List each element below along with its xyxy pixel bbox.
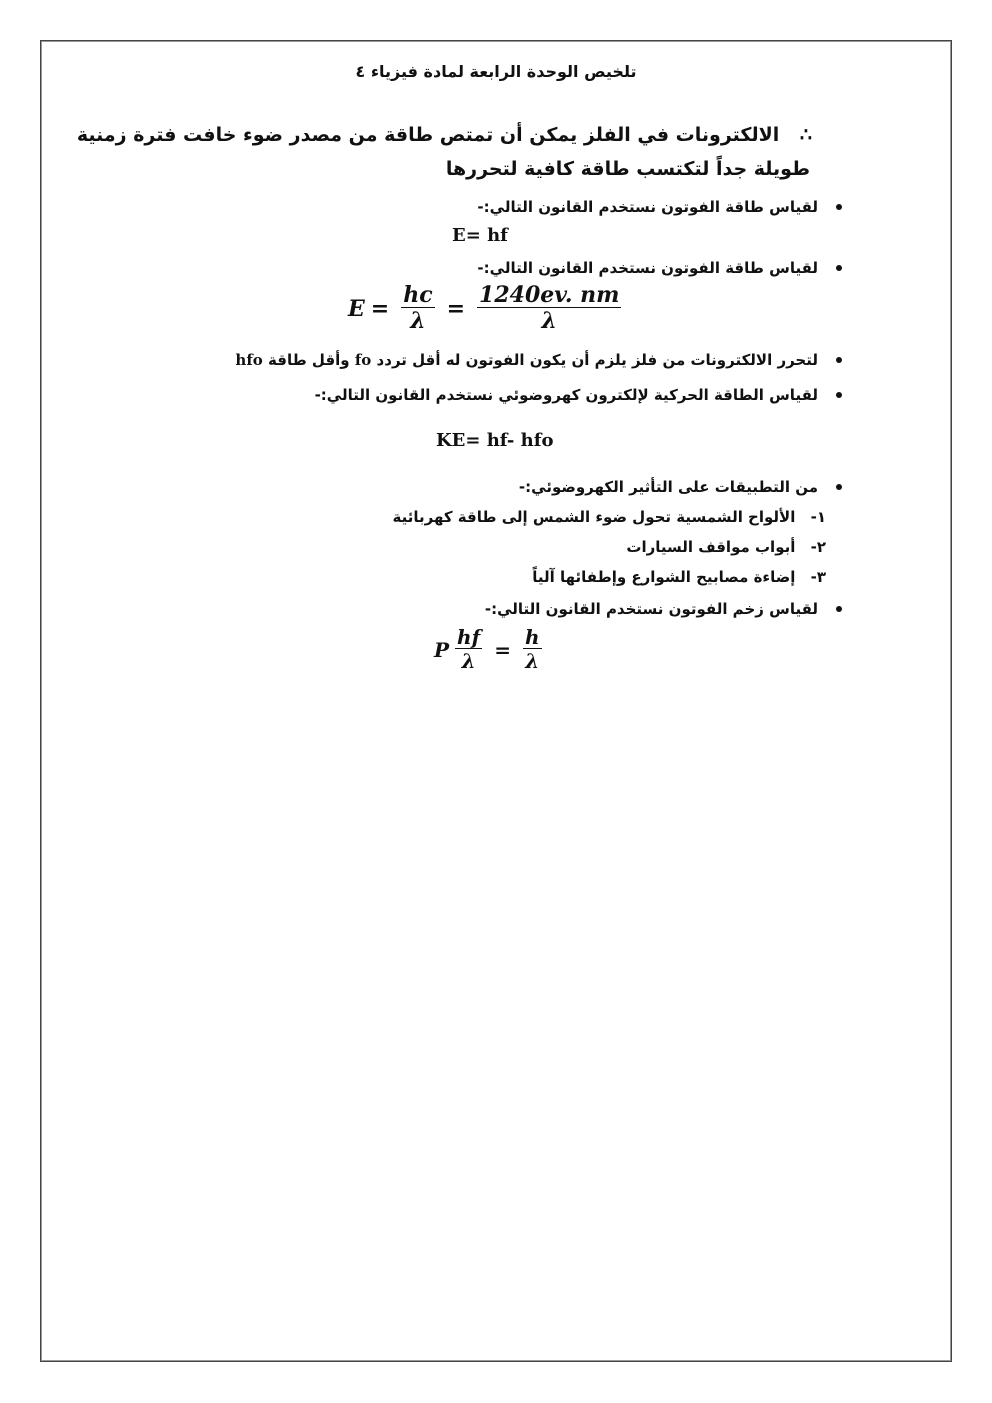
bullet-kinetic-energy: [315, 386, 842, 404]
eq-equals: =: [370, 295, 390, 322]
frac-den: λ: [410, 308, 426, 335]
page-title: تلخيص الوحدة الرابعة لمادة فيزياء ٤: [355, 62, 637, 81]
eq-equals: =: [494, 637, 511, 662]
frac-den: λ: [461, 649, 476, 673]
frac-num: hc: [403, 282, 433, 308]
intro-text-1: الالكترونات في الفلز يمكن أن تمتص طاقة من مصدر ضوء خافت فترة زمنية: [76, 124, 780, 146]
frac-num: 1240ev. nm: [479, 282, 620, 308]
equation-e-hf: E= hf: [452, 225, 508, 246]
bullet-dot: [836, 606, 842, 612]
fraction-1240-lambda: [477, 283, 621, 335]
item-number: ١-: [810, 508, 826, 526]
item-text: الألواح الشمسية تحول ضوء الشمس إلى طاقة كهربائية: [392, 508, 796, 526]
bullet-text: لقياس طاقة الفوتون نستخدم القانون التالي:-: [477, 259, 818, 277]
equation-energy-wavelength: [348, 283, 627, 335]
frac-den: λ: [525, 649, 540, 673]
bullet-photon-energy-1: [477, 198, 842, 216]
item-text: إضاءة مصابيح الشوارع وإطفائها آلياً: [532, 568, 796, 586]
bullet-dot: [836, 265, 842, 271]
fraction-hc-lambda: [401, 283, 434, 335]
equation-kinetic-energy: KE= hf- hfo: [436, 430, 554, 451]
intro-line-1: [77, 124, 812, 146]
bullet-text: لتحرر الالكترونات من فلز يلزم أن يكون الفوتون له أقل تردد: [376, 351, 818, 369]
eq-equals-2: =: [446, 295, 466, 322]
bullet-threshold: [235, 351, 842, 369]
application-item-1: [393, 508, 827, 526]
bullet-momentum: [485, 600, 842, 618]
fraction-h-lambda: [523, 626, 542, 673]
bullet-text: لقياس زخم الفوتون نستخدم القانون التالي:-: [484, 600, 818, 618]
frac-num: h: [524, 625, 540, 649]
symbol-f0: fo: [354, 351, 372, 369]
bullet-text-mid: وأقل طاقة: [268, 351, 350, 369]
bullet-text: من التطبيقات على التأثير الكهروضوئي:-: [518, 478, 818, 496]
bullet-text: لقياس الطاقة الحركية لإلكترون كهروضوئي نستخدم القانون التالي:-: [314, 386, 818, 404]
bullet-dot: [836, 392, 842, 398]
item-number: ٢-: [810, 538, 826, 556]
eq-lhs: E: [348, 295, 365, 322]
bullet-dot: [836, 204, 842, 210]
application-item-3: [532, 568, 826, 586]
eq-lhs: P: [434, 637, 450, 662]
bullet-dot: [836, 484, 842, 490]
symbol-hf0: hfo: [235, 351, 263, 369]
application-item-2: [626, 538, 826, 556]
fraction-hf-lambda: [455, 626, 482, 673]
item-text: أبواب مواقف السيارات: [626, 538, 796, 556]
bullet-text: لقياس طاقة الفوتون نستخدم القانون التالي:-: [477, 198, 818, 216]
bullet-photon-energy-2: [477, 259, 842, 277]
item-number: ٣-: [810, 568, 826, 586]
equation-momentum: [434, 626, 548, 673]
bullet-applications: [519, 478, 842, 496]
intro-line-2: طويلة جداً لتكتسب طاقة كافية لتحررها: [445, 158, 810, 180]
therefore-symbol: ∴: [799, 124, 812, 146]
bullet-dot: [836, 357, 842, 363]
frac-num: hf: [457, 625, 481, 649]
frac-den: λ: [541, 308, 557, 335]
